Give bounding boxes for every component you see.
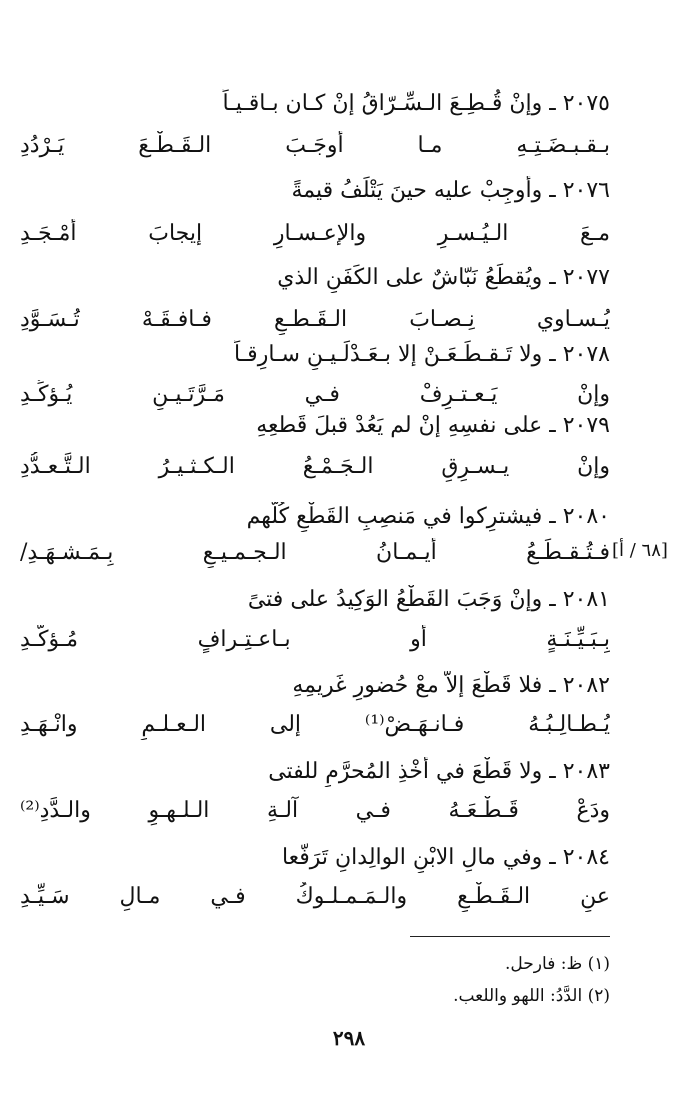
manuscript-folio-marker: [٦٨ / أ] <box>612 540 668 561</box>
verse-2075-second-hemistich: بـقـبـضَـتِـهِ مـا أوجَـبَ الـقَـطْـعَ يَـرْدُدِ <box>20 133 610 158</box>
verse-2076-first-hemistich: ٢٠٧٦ ـ وأوجِبْ عليه حينَ يَتْلَفُ قيمةً <box>291 178 610 203</box>
verse-2077-first-hemistich: ٢٠٧٧ ـ ويُقطَعُ نَبّاشٌ على الكَفَنِ الذي <box>277 265 610 290</box>
verse-2080-first-hemistich: ٢٠٨٠ ـ فيشترِكوا في مَنصِبِ القَطْعِ كُلُّهم <box>246 504 610 529</box>
verse-2083-first-hemistich: ٢٠٨٣ ـ ولا قَطْعَ في أخْذِ المُحرَّمِ للفتى <box>268 759 610 784</box>
footnote-2: (٢) الدَّدُ: اللهو واللعب. <box>453 986 610 1006</box>
verse-2079-first-hemistich: ٢٠٧٩ ـ على نفسِهِ إنْ لم يَعُدْ قبلَ قَطعِهِ <box>256 413 610 438</box>
verse-2081-second-hemistich: بِـبَـيِّـنَـةٍ أو بـاعـتِـرافٍ مُـؤكَّـدِ <box>20 627 610 652</box>
verse-2075-first-hemistich: ٢٠٧٥ ـ وإنْ قُـطِـعَ الـسِّـرّاقُ إنْ كـان بـاقـيـاً <box>222 91 610 116</box>
verse-2076-second-hemistich: مـعَ الـيُـسـرِ والإعـسـارِ إيجابَ أمْـجَـدِ <box>20 221 610 246</box>
verse-2084-second-hemistich: عنِ الـقَـطْـعِ والـمَـمـلـوكُ فـي مـالِ سَـيِّـدِ <box>20 884 610 909</box>
verse-2078-second-hemistich: وإنْ يَـعـتـرِفْ فـي مَـرَّتَـيـنِ يُـؤكِّـدِ <box>20 382 610 407</box>
verse-2080-second-hemistich: فـتُـقـطَـعُ أيـمـانُ الـجـمـيـعِ بِـمَـشـهَـدِ/ <box>20 540 610 565</box>
page-number: ٢٩٨ <box>332 1026 366 1050</box>
footnote-1: (١) ظ: فارحل. <box>505 954 610 974</box>
verse-2083-second-hemistich: ودَعْ قَـطْـعَـهُ فـي آلـةِ الـلـهـوِ والـدَّدِ⁽²⁾ <box>20 798 610 823</box>
verse-2084-first-hemistich: ٢٠٨٤ ـ وفي مالِ الابْنِ الوالِدانِ تَرَفَّعا <box>281 845 610 870</box>
footnote-separator-rule <box>410 936 610 937</box>
verse-2081-first-hemistich: ٢٠٨١ ـ وإنْ وَجَبَ القَطْعُ الوَكِيدُ على فتىً <box>247 587 610 612</box>
verse-2078-first-hemistich: ٢٠٧٨ ـ ولا تَـقـطَـعَـنْ إلا بـعَـدْلَـيـنِ سـارِقـاً <box>234 342 610 367</box>
verse-2079-second-hemistich: وإنْ يـسـرِقِ الـجَـمْـعُ الـكـثـيـرُ الـتَّـعـدُّدِ <box>20 454 610 479</box>
verse-2082-first-hemistich: ٢٠٨٢ ـ فلا قَطْعَ إلاّ معْ حُضورِ غَريمِهِ <box>292 673 610 698</box>
verse-2082-second-hemistich: يُـطـالِـبُـهُ فـانـهَـضْ⁽¹⁾ إلى الـعـلـمِ وانْـهَـدِ <box>20 712 610 737</box>
verse-2077-second-hemistich: يُـسـاوي نِـصـابَ الـقَـطـعِ فـافـقَـهْ تُـسَـوَّدِ <box>20 307 610 332</box>
